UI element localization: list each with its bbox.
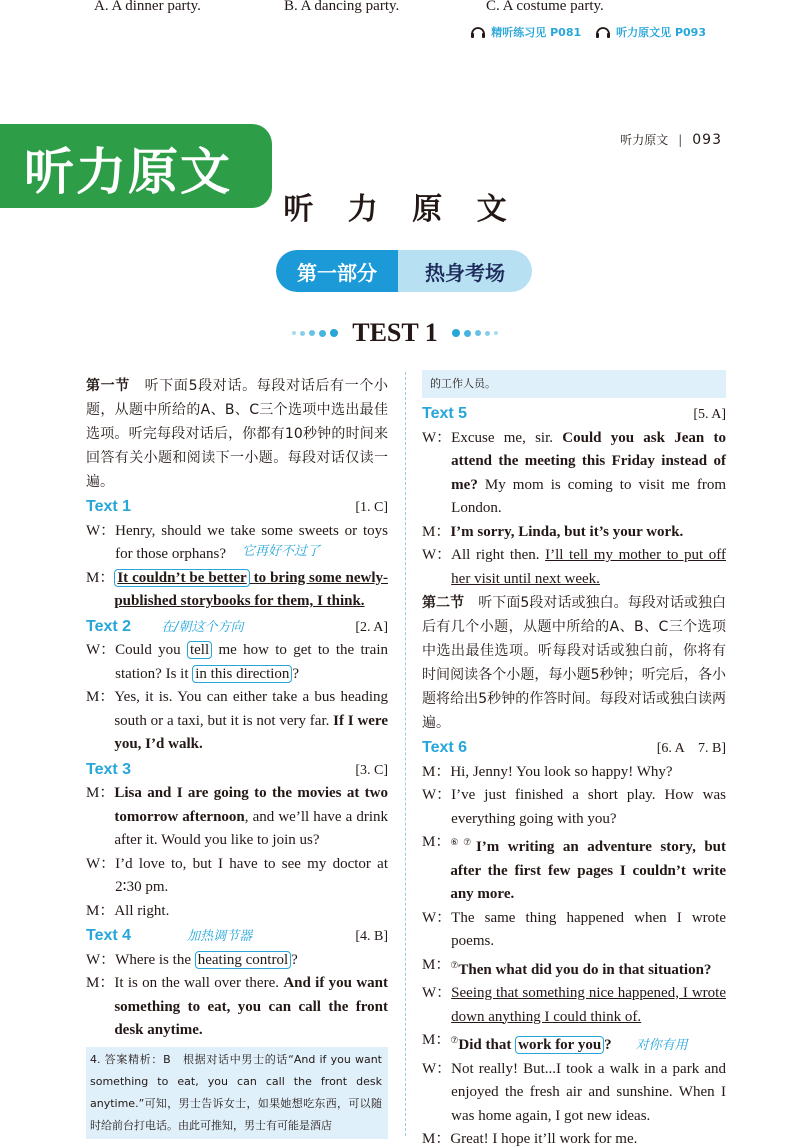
- speaker-m: M：: [422, 956, 451, 973]
- right-dots: [452, 329, 498, 337]
- text6-w3: Seeing that something nice happened, I wrote down anything I could think of.: [451, 985, 726, 1025]
- question-marker: ⑦: [450, 959, 459, 970]
- text1-label: Text 1: [86, 498, 132, 515]
- speaker-w: W：: [86, 855, 116, 872]
- text3-w-line: [86, 853, 388, 900]
- speaker-w: W：: [422, 429, 452, 446]
- header-section: 听力原文: [620, 133, 669, 147]
- text3-m2-line: [86, 900, 388, 924]
- text3-header: [86, 758, 388, 783]
- text4-answer: [4. B]: [355, 929, 388, 944]
- text2-m-plain: Yes, it is. You can either take a bus heading south or a taxi, but it is not very far.: [114, 689, 388, 729]
- section2-text: 听下面5段对话或独白。每段对话或独白后有几个小题，从题中所给的A、B、C三个选项中选出最佳选项。听每段对话或独白前，你将有时间阅读各个小题，每小题5秒钟；听完后，各小题将给出5秒钟的作答时间。每段对话或独白读两遍。: [422, 595, 727, 731]
- speaker-m: M：: [86, 975, 115, 991]
- speaker-w: W：: [86, 522, 116, 539]
- section1-label: 第一节: [86, 378, 130, 394]
- section-part: 第一部分: [276, 250, 398, 292]
- text5-w1-line: [422, 427, 726, 521]
- speaker-m: M：: [86, 689, 115, 705]
- chapter-banner-title: 听力原文: [24, 143, 232, 201]
- text6-w4-line: [422, 1058, 726, 1129]
- text6-m4-line: [422, 1029, 726, 1058]
- left-dots: [292, 329, 338, 337]
- text5-w2-underlined: I’ll tell my mother to put off her visit until next week.: [451, 547, 726, 587]
- speaker-m: M：: [422, 834, 451, 850]
- answer-analysis-4-continued: 的工作人员。: [422, 370, 726, 398]
- speaker-w: W：: [422, 909, 452, 926]
- practice-reference-label: 精听练习见 P081: [491, 26, 582, 39]
- text2-w-mid: me how to get to the train station? Is it: [115, 642, 388, 682]
- text6-w2: The same thing happened when I wrote poems.: [451, 909, 726, 949]
- text6-m3-line: [422, 954, 726, 983]
- text4-label: Text 4: [86, 927, 132, 944]
- option-b: B. A dancing party.: [284, 0, 400, 14]
- text2-answer: [2. A]: [355, 619, 388, 635]
- previous-question-options: [0, 0, 790, 20]
- page-title: 听 力 原 文: [283, 192, 519, 227]
- text3-answer: [3. C]: [355, 762, 388, 778]
- option-c: C. A costume party.: [486, 0, 604, 14]
- header-separator: |: [678, 132, 683, 147]
- text6-m1: Hi, Jenny! You look so happy! Why?: [450, 763, 673, 780]
- page-number: 093: [692, 131, 722, 148]
- headphones-icon: [470, 25, 486, 39]
- text1-m-line: [86, 567, 388, 614]
- text4-m-bold: And if you want something to eat, you can call the front desk anytime.: [114, 975, 388, 1038]
- text6-note: 对你有用: [635, 1038, 688, 1053]
- text4-note: 加热调节器: [187, 929, 253, 944]
- test-heading: [0, 318, 790, 348]
- page-header: [620, 131, 722, 148]
- text5-w2-plain: All right then.: [451, 547, 546, 563]
- text4-phrase: heating control: [195, 951, 291, 969]
- text6-phrase: work for you: [515, 1036, 604, 1054]
- text4-header: [86, 924, 388, 949]
- text1-phrase: It couldn’t be better: [114, 569, 249, 587]
- text6-m2-line: [422, 831, 726, 907]
- text5-w1-bold: Could you ask Jean to attend the meeting this Friday instead of me?: [451, 429, 726, 493]
- reference-links: [470, 24, 706, 40]
- text6-m3: Then what did you do in that situation?: [458, 961, 712, 978]
- speaker-w: W：: [422, 547, 452, 563]
- text5-m: I’m sorry, Linda, but it’s your work.: [450, 523, 684, 540]
- text6-m1-line: [422, 761, 726, 785]
- right-column: [422, 370, 726, 1148]
- speaker-w: W：: [422, 1060, 452, 1077]
- text3-w: I’d love to, but I have to see my doctor at 2∶30 pm.: [115, 855, 388, 895]
- text1-w: Henry, should we take some sweets or toys for those orphans?: [115, 522, 388, 562]
- text6-answer: [6. A 7. B]: [656, 741, 726, 756]
- transcript-reference-label: 听力原文见 P093: [616, 26, 706, 39]
- section-pill: [276, 250, 532, 292]
- text5-w2-line: [422, 544, 726, 591]
- text5-w1-plain: Excuse me, sir.: [451, 429, 563, 446]
- text1-w-line: [86, 520, 388, 567]
- text2-phrase-tell: tell: [187, 641, 212, 659]
- text6-m2: I’m writing an adventure story, but after the first few pages I couldn’t write any more.: [450, 839, 727, 902]
- left-column: [86, 374, 388, 1139]
- section1-intro: [86, 374, 388, 494]
- answer-analysis-4: 4. 答案精析：B 根据对话中男士的话“And if you want something to eat, you can call the front desk anytime.”可知，男士告诉女士，如果她想吃东西，可以随时给前台打电话。由此可推知，男士有可能是酒店: [86, 1047, 388, 1139]
- text2-w-pre: Could you: [115, 642, 187, 658]
- speaker-w: W：: [422, 787, 452, 803]
- practice-reference[interactable]: [470, 24, 581, 40]
- text6-header: [422, 736, 726, 761]
- text6-w4: Not really! But...I took a walk in a park and enjoyed the fresh air and sunshine. When I was home again, I got new ideas.: [451, 1060, 726, 1124]
- text6-m4-post: ?: [604, 1037, 612, 1053]
- text6-m5: Great! I hope it’ll work for me.: [450, 1131, 638, 1147]
- test-title: TEST 1: [352, 318, 438, 347]
- section-name: 热身考场: [425, 260, 505, 285]
- text3-m2: All right.: [114, 902, 170, 919]
- headphones-icon: [595, 25, 611, 39]
- text2-m-line: [86, 686, 388, 757]
- speaker-m: M：: [86, 785, 115, 801]
- speaker-w: W：: [86, 642, 116, 658]
- transcript-reference[interactable]: [595, 24, 706, 40]
- speaker-m: M：: [422, 523, 451, 540]
- text5-label: Text 5: [422, 405, 468, 422]
- column-divider: [405, 372, 406, 1136]
- text6-m4-pre: Did that: [458, 1037, 516, 1053]
- speaker-m: M：: [422, 763, 451, 780]
- text5-header: [422, 402, 726, 427]
- text6-w3-line: [422, 982, 726, 1029]
- text2-label: Text 2: [86, 617, 132, 635]
- text2-m-bold: If I were you, I’d walk.: [114, 712, 388, 752]
- text5-m-line: [422, 521, 726, 545]
- speaker-m: M：: [86, 569, 115, 586]
- section1-text: 听下面5段对话。每段对话后有一个小题，从题中所给的A、B、C三个选项中选出最佳选项。听完每段对话后，你都有10秒钟的时间来回答有关小题和阅读下一小题。每段对话仅读一遍。: [86, 378, 389, 490]
- speaker-m: M：: [422, 1131, 451, 1147]
- text2-note: 在/朝这个方向: [161, 619, 244, 635]
- text3-label: Text 3: [86, 760, 132, 778]
- text1-m: to bring some newly-published storybooks for them, I think.: [114, 569, 388, 609]
- text3-m1-plain: , and we’ll have a drink after it. Would you like to join us?: [114, 808, 388, 848]
- text4-w-line: [86, 949, 388, 973]
- question-marker: ⑥⑦: [450, 837, 476, 847]
- speaker-m: M：: [86, 902, 115, 919]
- text1-note: 它再好不过了: [242, 543, 321, 559]
- text4-m-line: [86, 972, 388, 1043]
- text5-answer: [5. A]: [693, 407, 726, 422]
- text2-w-post: ?: [292, 665, 300, 682]
- text4-w-pre: Where is the: [115, 951, 195, 968]
- text6-w1-line: [422, 784, 726, 831]
- text6-m5-line: [422, 1128, 726, 1148]
- text1-answer: [1. C]: [355, 500, 388, 515]
- text3-m1-bold: Lisa and I are going to the movies at two tomorrow afternoon: [114, 785, 388, 825]
- text1-header: [86, 495, 388, 520]
- text2-w-line: [86, 639, 388, 686]
- question-marker: ⑦: [450, 1035, 459, 1045]
- text6-w2-line: [422, 907, 726, 954]
- text4-m-plain: It is on the wall over there.: [114, 975, 284, 991]
- text2-phrase-direction: in this direction: [192, 665, 292, 683]
- text6-label: Text 6: [422, 739, 468, 756]
- section2-label: 第二节: [422, 595, 465, 611]
- speaker-w: W：: [422, 985, 452, 1001]
- speaker-m: M：: [422, 1032, 451, 1048]
- option-a: A. A dinner party.: [94, 0, 201, 14]
- section2-intro: [422, 591, 726, 735]
- text5-w1-rest: My mom is coming to visit me from London.: [451, 476, 726, 516]
- text4-w-post: ?: [291, 951, 298, 968]
- text6-w1: I’ve just finished a short play. How was everything going with you?: [451, 787, 726, 827]
- text2-header: [86, 615, 388, 640]
- text3-m1-line: [86, 782, 388, 853]
- speaker-w: W：: [86, 951, 116, 968]
